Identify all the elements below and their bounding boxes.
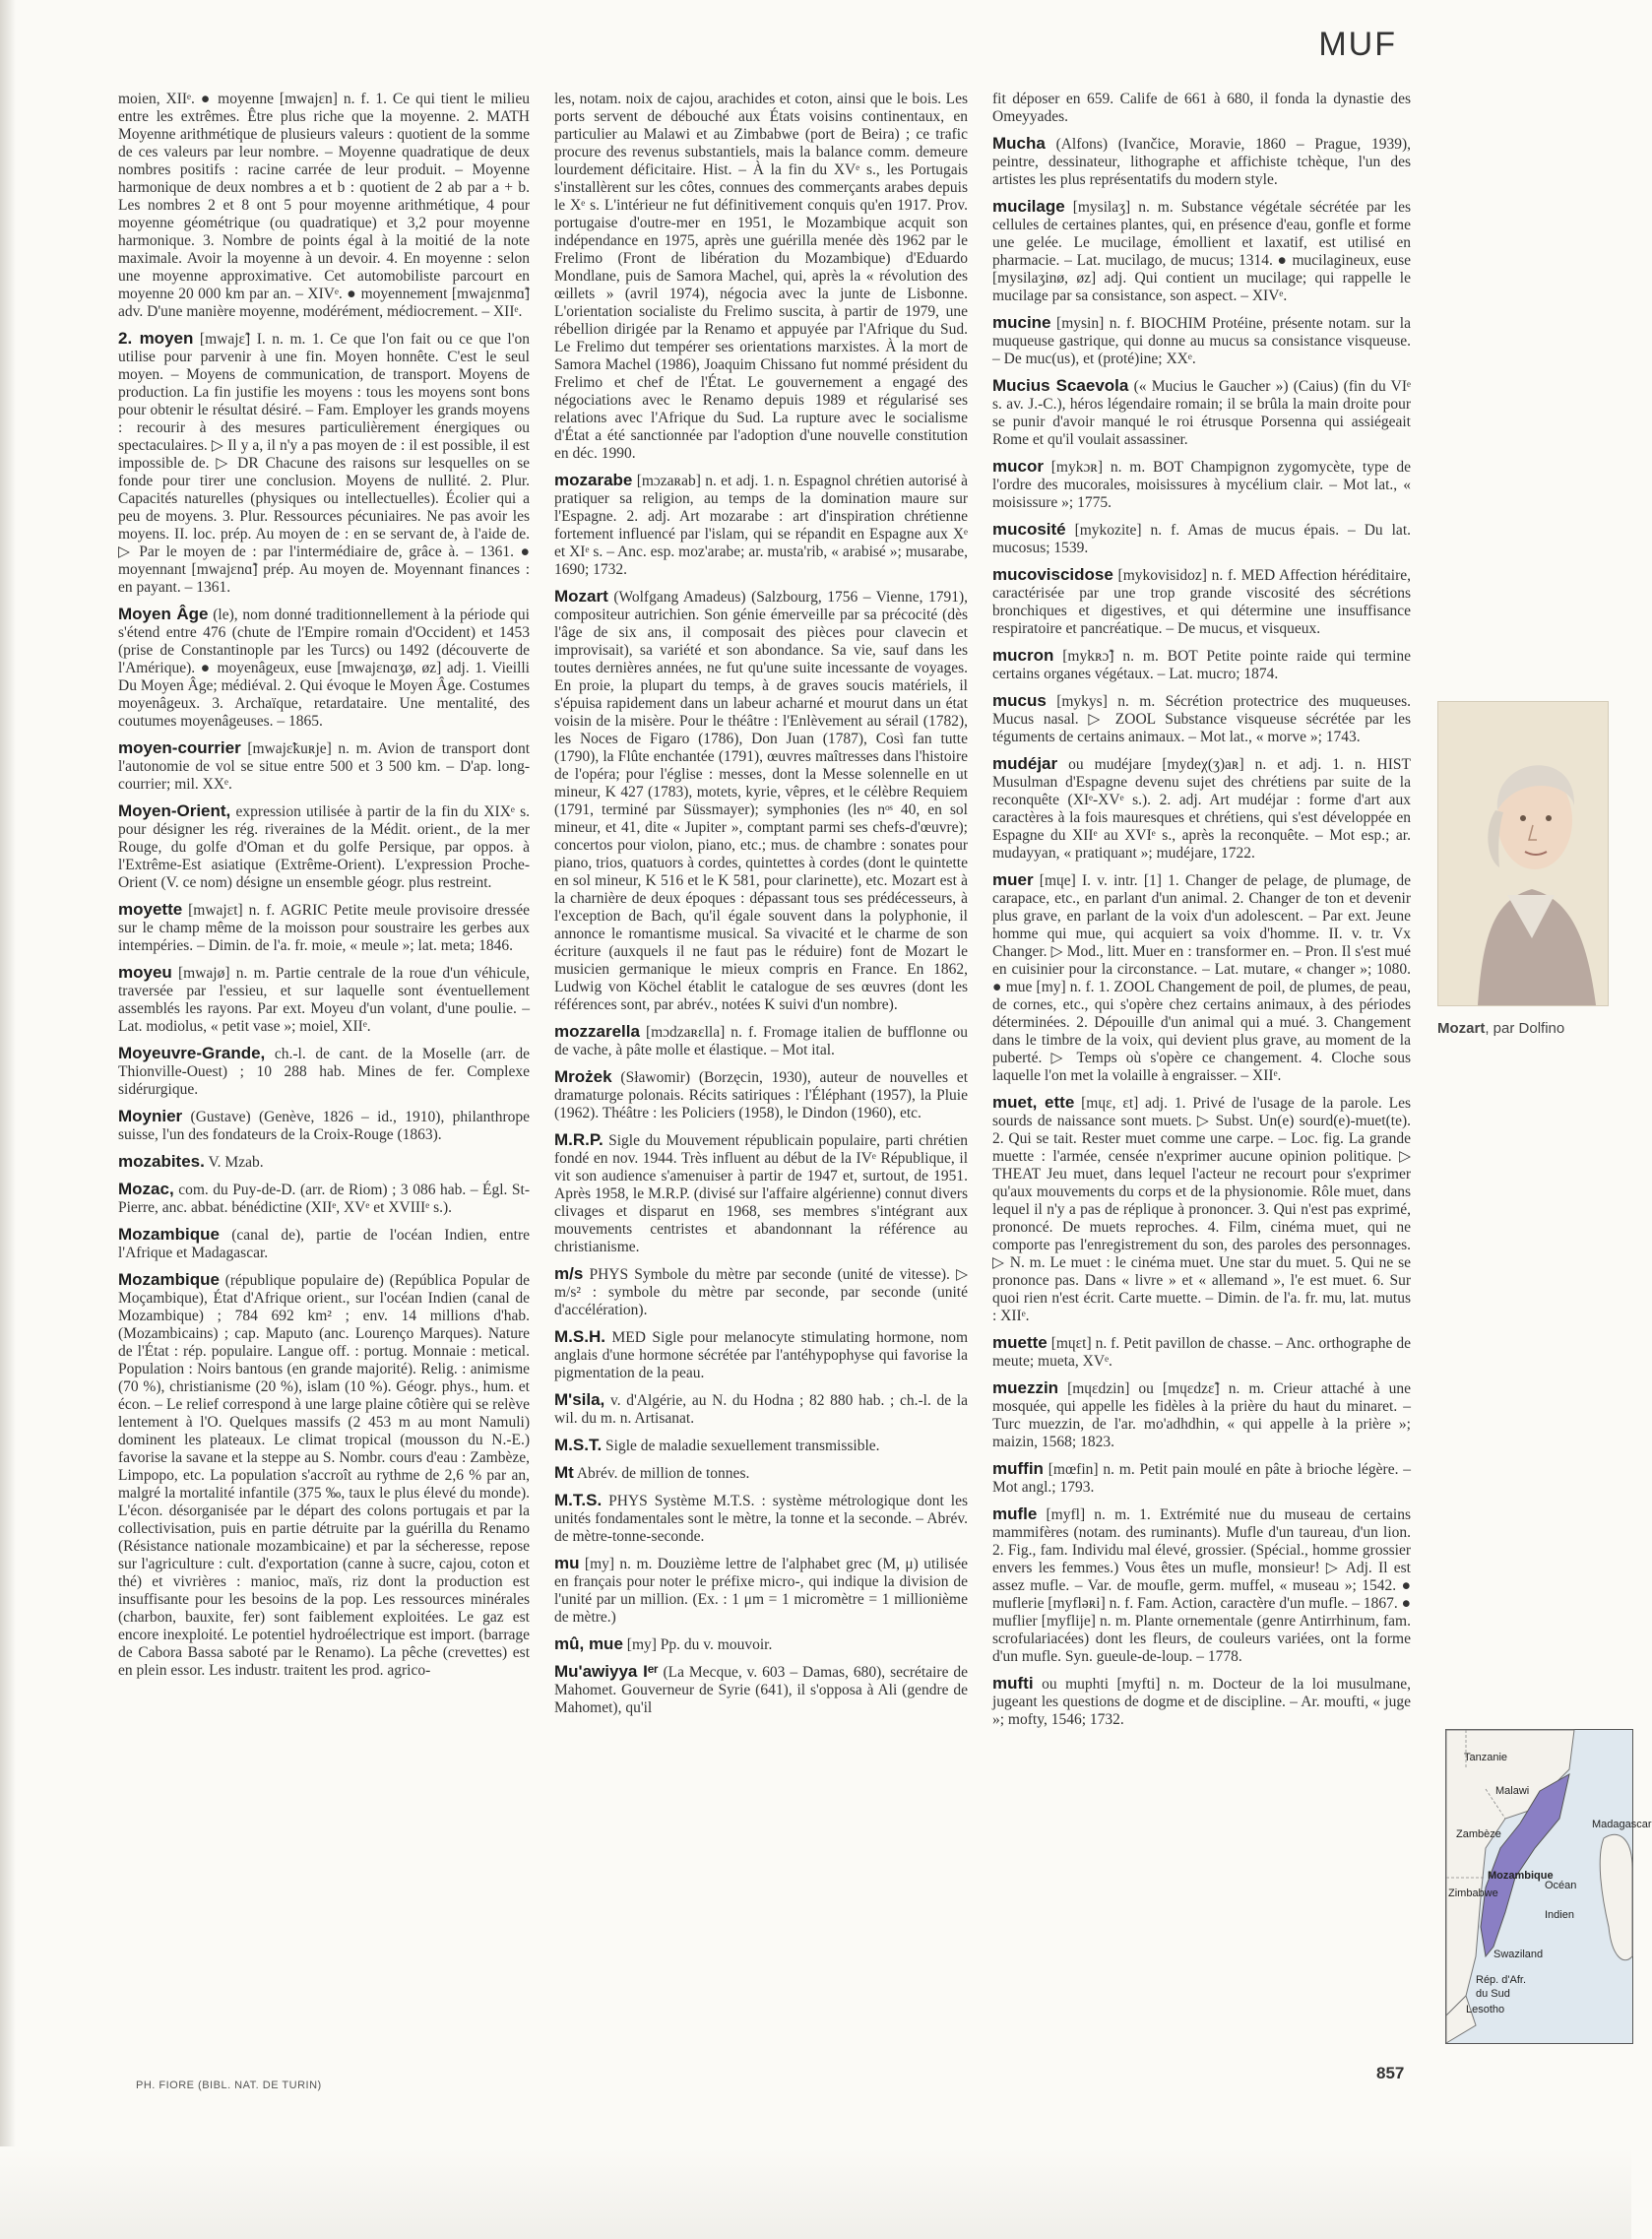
page-bottom-edge bbox=[0, 2146, 1631, 2239]
entry-definition: [mykys] n. m. Sécrétion protectrice des muqueuses. Mucus nasal. ▷ ZOOL Substance visqueuse sécrétée par les téguments de certains animaux. – Mot lat., « morve »; 1743. bbox=[992, 693, 1412, 745]
entry-definition: fit déposer en 659. Calife de 661 à 680, il fonda la dynastie des Omeyyades. bbox=[992, 91, 1411, 125]
mozart-portrait bbox=[1437, 701, 1609, 1006]
dictionary-entry bbox=[992, 135, 1411, 189]
entry-definition: [mykovisidoz] n. f. MED Affection héréditaire, caractérisée par une trop grande viscosité des sécrétions bronchiques et digestives, et qui détermine une insuffisance respiratoire et pancréatique. – De mucus, et visqueux. bbox=[992, 567, 1412, 637]
dictionary-entry bbox=[118, 964, 530, 1036]
entry-definition: [mysilaʒ] n. m. Substance végétale sécrétée par les cellules de certaines plantes, qui, en présence d'eau, gonfle et forme une gelée. Le mucilage, émollient et laxatif, est utilisé en pharmacie. – Lat. mucilago, de mucus; 1314. ● mucilagineux, euse [mysilaʒinø, øz] adj. Qui contient un mucilage; qui rappelle le mucilage par sa consistance, son aspect. – XIVᵉ. bbox=[992, 199, 1411, 304]
dictionary-entry bbox=[992, 198, 1411, 305]
entry-headword: 2. moyen bbox=[118, 329, 194, 348]
entry-headword: mufle bbox=[992, 1504, 1038, 1523]
entry-definition: [myfl] n. m. 1. Extrémité nue du museau de certains mammifères (notam. des ruminants). Mufle d'un taureau, d'un lion. 2. Fig., fam. Individu mal élevé, grossier. (Spécial., homme grossier envers les femmes.) Vous êtes un mufle, monsieur! ▷ Adj. Il est assez mufle. – Var. de moufle, germ. muffel, « museau »; 1542. ● muflerie [myflǝʀi] n. f. Fam. Action, caractère d'un mufle. – 1867. ● muflier [myflije] n. m. Plante ornementale (genre Antirrhinum, fam. scrofulariacées) dont les fleurs, de couleurs variées, ont la forme d'un mufle. Syn. gueule-de-loup. – 1778. bbox=[992, 1506, 1411, 1665]
dictionary-entry bbox=[992, 377, 1411, 449]
dictionary-entry bbox=[554, 1437, 968, 1455]
dictionary-entry bbox=[992, 521, 1411, 557]
dictionary-entry bbox=[554, 1464, 968, 1483]
entry-definition: Sigle de maladie sexuellement transmissible. bbox=[605, 1438, 880, 1454]
entry-definition: com. du Puy-de-D. (arr. de Riom) ; 3 086 hab. – Égl. St-Pierre, anc. abbat. bénédictine (XIIᵉ, XVᵉ et XVIIIᵉ s.). bbox=[118, 1182, 530, 1216]
entry-headword: Mt bbox=[554, 1463, 574, 1482]
map-label: Zambèze bbox=[1456, 1828, 1501, 1840]
dictionary-entry bbox=[554, 1391, 968, 1428]
dictionary-entry bbox=[118, 1153, 530, 1172]
entry-definition: [mɥɛdzin] ou [mɥɛdzɛ̃] n. m. Crieur attaché à une mosquée, qui appelle les fidèles à la prière du haut du minaret. – Turc muezzin, de l'ar. mo'adhdhin, « qui appelle à la prière »; maizin, 1568; 1823. bbox=[992, 1380, 1412, 1450]
dictionary-entry bbox=[992, 647, 1411, 683]
entry-definition: ou muphti [myfti] n. m. Docteur de la loi musulmane, jugeant les questions de dogme et de discipline. – Ar. moufti, « juge »; mofty, 1546; 1732. bbox=[992, 1676, 1411, 1728]
portrait-illustration bbox=[1438, 702, 1608, 1005]
dictionary-entry bbox=[554, 1328, 968, 1382]
dictionary-entry bbox=[992, 1379, 1411, 1451]
entry-headword: mu bbox=[554, 1554, 580, 1572]
dictionary-entry bbox=[992, 566, 1411, 638]
entry-headword: muette bbox=[992, 1333, 1048, 1352]
dictionary-entry bbox=[992, 692, 1411, 746]
entry-definition: (canal de), partie de l'océan Indien, entre l'Afrique et Madagascar. bbox=[118, 1227, 531, 1261]
dictionary-entry bbox=[118, 1045, 530, 1099]
entry-definition: ou mudéjare [mydeχ(ʒ)aʀ] n. et adj. 1. n. HIST Musulman d'Espagne devenu sujet des chrétiens par suite de la reconquête (XIᵉ-XVᵉ s.). 2. adj. Art mudéjar : forme d'art aux caractères à la fois mauresques et chrétiens, qui s'est développée en Espagne du XIIᵉ au XVIᵉ s., après la reconquête. – Mot esp.; ar. mudayyan, « pratiquant »; mudéjare, 1722. bbox=[992, 756, 1412, 862]
map-label: Swaziland bbox=[1493, 1949, 1544, 1960]
entry-definition: (La Mecque, v. 603 – Damas, 680), secrétaire de Mahomet. Gouverneur de Syrie (641), il s'opposa à Ali (gendre de Mahomet), qu'il bbox=[554, 1664, 969, 1716]
dictionary-entry bbox=[992, 1094, 1411, 1325]
entry-headword: m/s bbox=[554, 1264, 584, 1283]
entry-definition: [mɔzaʀab] n. et adj. 1. n. Espagnol chrétien autorisé à pratiquer sa religion, au temps de la domination maure sur l'Espagne. 2. adj. Art mozarabe : art d'inspiration chrétienne fortement influencé par l'islam, qui se répandit en Espagne aux Xᵉ et XIᵉ s. – Anc. esp. moz'arabe; ar. musta'rib, « arabisé »; musarabe, 1690; 1732. bbox=[554, 473, 968, 578]
entry-definition: les, notam. noix de cajou, arachides et coton, ainsi que le bois. Les ports servent de débouché aux États voisins continentaux, en particulier au Malawi et au Zimbabwe (port de Beira) ; ce trafic procure des revenus substantiels, mais la balance comm. demeure lourdement déficitaire. Hist. – À la fin du XVᵉ s., les Portugais s'installèrent sur les côtes, connues des commerçants arabes depuis le Xᵉ s. L'intérieur ne fut définitivement conquis qu'en 1917. Prov. portugaise d'outre-mer en 1951, le Mozambique acquit son indépendance en 1975, après une guérilla menée dès 1962 par le Frelimo (Front de libération du Mozambique) d'Eduardo Mondlane, puis de Samora Machel, qui, après la « révolution des œillets » (avril 1974), négocia avec la junte de Lisbonne. L'orientation socialiste du Frelimo suscita, à partir de 1979, une rébellion dirigée par la Renamo et appuyée par l'Afrique du Sud. Le Frelimo dut tempérer ses orientations marxistes. À la mort de Samora Machel (1986), Joaquim Chissano fut nommé président du Frelimo et chef de l'État. Le gouvernement a engagé des négociations avec le Renamo depuis 1989 et régularisé ses relations avec l'Afrique du Sud. La rupture avec le socialisme d'État a été sanctionnée par l'adoption d'une nouvelle constitution en déc. 1990. bbox=[554, 91, 968, 462]
dictionary-entry bbox=[554, 1492, 968, 1546]
entry-headword: mufti bbox=[992, 1674, 1034, 1693]
entry-definition: (république populaire de) (República Popular de Moçambique), État d'Afrique orient., sur l'océan Indien (canal de Mozambique) ; 784 692 km² ; env. 14 millions d'hab. (Mozambicains) ; cap. Maputo (anc. Lourenço Marques). Nature de l'État : rép. populaire. Langue off. : portug. Monnaie : metical. Population : Noirs bantous (en grande majorité). Relig. : animisme (70 %), christianisme (20 %), islam (10 %). Géogr. phys., hum. et écon. – Le relief correspond à une large plaine côtière qui se relève lentement à l'O. Quelques massifs (2 453 m au mont Namuli) dominent les plateaux. Le climat tropical (mousson du N.-E.) favorise la savane et la steppe au S. Nombr. cours d'eau : Zambèze, Limpopo, etc. La population s'accroît au rythme de 2,6 % par an, malgré la mortalité infantile (375 ‰, taux le plus élevé du monde). L'écon. désorganisée par le départ des colons portugais et par la collectivisation, puis en partie détruite par la guérilla du Renamo (Résistance nationale mozambicaine) et par la sécheresse, repose sur l'agriculture : cult. d'exportation (canne à sucre, cajou, coton et thé) et vivrières : manioc, maïs, riz dont la production est insuffisante pour les besoins de la pop. Les ressources minérales (charbon, bauxite, fer) sont faiblement exploitées. Le gaz est encore inexploité. Le potentiel hydroélectrique est import. (barrage de Cabora Bassa saboté par le Renamo). La pêche (crevettes) est en plein essor. Les industr. traitent les prod. agrico- bbox=[118, 1272, 531, 1679]
column-3 bbox=[992, 91, 1411, 1738]
entry-definition: [mykʀɔ̃] n. m. BOT Petite pointe raide qui termine certains organes végétaux. – Lat. mucro; 1874. bbox=[992, 648, 1412, 682]
dictionary-entry bbox=[118, 1181, 530, 1217]
dictionary-entry bbox=[554, 1068, 968, 1122]
entry-headword: Mrożek bbox=[554, 1067, 612, 1086]
dictionary-entry bbox=[118, 606, 530, 731]
entry-definition: ch.-l. de cant. de la Moselle (arr. de Thionville-Ouest) ; 10 288 hab. Mines de fer. Complexe sidérurgique. bbox=[118, 1046, 531, 1098]
entry-headword: mudéjar bbox=[992, 754, 1058, 773]
entry-definition: PHYS Système M.T.S. : système métrologique dont les unités fondamentales sont le mètre, la tonne et la seconde. – Abrév. de mètre-tonne-seconde. bbox=[554, 1493, 969, 1545]
entry-headword: Mozambique bbox=[118, 1225, 220, 1244]
entry-definition: PHYS Symbole du mètre par seconde (unité de vitesse). ▷ m/s² : symbole du mètre par seconde, par seconde (unité d'accélération). bbox=[554, 1266, 968, 1318]
dictionary-entry bbox=[992, 458, 1411, 512]
entry-headword: moyeu bbox=[118, 963, 172, 982]
entry-headword: Moyen Âge bbox=[118, 605, 209, 623]
entry-headword: mucilage bbox=[992, 197, 1065, 216]
entry-definition: expression utilisée à partir de la fin du XIXᵉ s. pour désigner les rég. riveraines de la Médit. orient., de la mer Rouge, du golfe d'Oman et du golfe Persique, par oppos. à l'Extrême-Est asiatique (Extrême-Orient). L'expression Proche-Orient (V. ce nom) désigne un ensemble géogr. plus restreint. bbox=[118, 803, 531, 891]
entry-definition: [mɔdzaʀɛlla] n. f. Fromage italien de bufflonne ou de vache, à pâte molle et élastique. – Mot ital. bbox=[554, 1024, 968, 1058]
dictionary-entry bbox=[554, 1265, 968, 1319]
entry-headword: M.T.S. bbox=[554, 1491, 603, 1509]
entry-headword: Moyen-Orient, bbox=[118, 801, 231, 820]
dictionary-entry bbox=[554, 1663, 968, 1717]
dictionary-entry bbox=[118, 1271, 530, 1680]
entry-headword: M.S.H. bbox=[554, 1327, 605, 1346]
entry-definition: (Alfons) (Ivančice, Moravie, 1860 – Prague, 1939), peintre, dessinateur, lithographe et affichiste tchèque, l'un des artistes les plus représentatifs du modern style. bbox=[992, 136, 1411, 188]
entry-definition: [mɥɛt] n. f. Petit pavillon de chasse. – Anc. orthographe de meute; mueta, XVᵉ. bbox=[992, 1335, 1411, 1370]
dictionary-entry bbox=[992, 91, 1411, 126]
map-label: Lesotho bbox=[1466, 2004, 1505, 2015]
entry-definition: [mœfin] n. m. Petit pain moulé en pâte à brioche légère. – Mot angl.; 1793. bbox=[992, 1461, 1412, 1496]
entry-headword: M.R.P. bbox=[554, 1130, 604, 1149]
map-label: Rép. d'Afr. bbox=[1476, 1974, 1527, 1986]
entry-headword: mucoviscidose bbox=[992, 565, 1113, 584]
dictionary-entry bbox=[118, 739, 530, 794]
entry-definition: (Sławomir) (Borzęcin, 1930), auteur de nouvelles et dramaturge polonais. Récits satiriques : l'Éléphant (1957), la Pluie (1962). Théâtre : les Policiers (1958), le Dindon (1960), etc. bbox=[554, 1069, 968, 1121]
entry-definition: [my] n. m. Douzième lettre de l'alphabet grec (M, μ) utilisée en français pour noter le préfixe micro-, qui indique la division de l'unité par un million. (Ex. : 1 μm = 1 micromètre = 1 millionième de mètre.) bbox=[554, 1556, 969, 1626]
entry-headword: mucosité bbox=[992, 520, 1066, 539]
entry-definition: Sigle du Mouvement républicain populaire, parti chrétien fondé en nov. 1944. Très influent au début de la IVᵉ République, il vit son audience s'amenuiser à partir de 1947 et, surtout, de 1951. Après 1958, le M.R.P. (divisé sur l'affaire algérienne) connut divers clivages et disparut en 1968, ses membres s'intégrant aux mouvements centristes et abandonnant la référence au christianisme. bbox=[554, 1132, 968, 1255]
entry-headword: mucus bbox=[992, 691, 1047, 710]
entry-headword: M'sila, bbox=[554, 1390, 605, 1409]
entry-headword: mucor bbox=[992, 457, 1044, 476]
entry-headword: muer bbox=[992, 870, 1034, 889]
dictionary-entry bbox=[992, 1460, 1411, 1497]
entry-headword: Mozambique bbox=[118, 1270, 220, 1289]
entry-headword: muezzin bbox=[992, 1378, 1059, 1397]
entry-definition: moien, XIIᵉ. ● moyenne [mwajɛn] n. f. 1. Ce qui tient le milieu entre les extrêmes. Être plus riche que la moyenne. 2. MATH Moyenne arithmétique de plusieurs valeurs : quotient de la somme de ces valeurs par leur nombre. – Moyenne quadratique de deux nombres positifs : racine carrée de leur produit. – Moyenne harmonique de deux nombres a et b : quotient de 2 ab par a + b. Les nombres 2 et 8 ont 5 pour moyenne arithmétique, 4 pour moyenne géométrique (ou quadratique) et 3,2 pour moyenne harmonique. 3. Nombre de points égal à la moitié de la note maximale. Avoir la moyenne à un devoir. 4. En moyenne : selon une moyenne approximative. Cet automobiliste parcourt en moyenne 20 000 km par an. – XIVᵉ. ● moyennement [mwajɛnmɑ̃] adv. D'une manière moyenne, modérément, médiocrement. – XIIᵉ. bbox=[118, 91, 530, 320]
entry-definition: [mwajɛt] n. f. AGRIC Petite meule provisoire dressée sur le champ même de la moisson pour soustraire les gerbes aux intempéries. – Dimin. de l'a. fr. moie, « meule »; lat. meta; 1846. bbox=[118, 902, 530, 954]
entry-headword: Moyeuvre-Grande, bbox=[118, 1044, 266, 1062]
map-label: Mozambique bbox=[1488, 1870, 1554, 1882]
entry-headword: moyette bbox=[118, 900, 183, 919]
column-1 bbox=[118, 91, 530, 1689]
entry-definition: Abrév. de million de tonnes. bbox=[576, 1465, 750, 1482]
entry-headword: mucron bbox=[992, 646, 1054, 665]
dictionary-entry bbox=[554, 472, 968, 579]
entry-definition: v. d'Algérie, au N. du Hodna ; 82 880 hab. ; ch.-l. de la wil. du m. n. Artisanat. bbox=[554, 1392, 968, 1427]
entry-headword: mozabites. bbox=[118, 1152, 205, 1171]
portrait-caption-name: Mozart bbox=[1437, 1020, 1486, 1037]
dictionary-entry bbox=[992, 871, 1411, 1085]
dictionary-entry bbox=[118, 330, 530, 597]
dictionary-entry bbox=[554, 1023, 968, 1059]
entry-headword: muffin bbox=[992, 1459, 1044, 1478]
dictionary-entry bbox=[118, 1226, 530, 1262]
entry-definition: [mykozite] n. f. Amas de mucus épais. – Du lat. mucosus; 1539. bbox=[992, 522, 1411, 556]
entry-definition: [mɥe] I. v. intr. [1] 1. Changer de pelage, de plumage, de carapace, etc., en parlant d'un animal. 2. Changer de ton et devenir plus grave, en parlant de la voix d'un adolescent. – Par ext. Jeune homme qui mue, qui acquiert sa voix d'homme. II. v. tr. Vx Changer. ▷ Mod., litt. Muer en : transformer en. – Pron. Il s'est mué en cuisinier pour la circonstance. – Lat. mutare, « changer »; 1080. ● mue [my] n. f. 1. ZOOL Changement de poil, de plumes, de peau, de cornes, etc., qui s'opère chez certains animaux, à des périodes déterminées. 2. Dépouille d'un animal qui a mué. 3. Changement dans le timbre de la voix, qui devient plus grave, au moment de la puberté. ▷ Temps où s'opère ce changement. 4. Cloche sous laquelle l'on met la volaille à engraisser. – XIIᵉ. bbox=[992, 872, 1412, 1084]
entry-definition: (« Mucius le Gaucher ») (Caius) (fin du VIᵉ s. av. J.-C.), héros légendaire romain; il se brûla la main droite pour se punir d'avoir manqué le roi étrusque Porsenna qui assiégeait Rome et qu'il voulait assassiner. bbox=[992, 378, 1411, 448]
entry-headword: muet, ette bbox=[992, 1093, 1075, 1112]
map-label: Zimbabwe bbox=[1448, 1887, 1498, 1899]
running-head: MUF bbox=[1318, 26, 1397, 63]
entry-headword: moyen-courrier bbox=[118, 738, 241, 757]
page-number: 857 bbox=[1376, 2064, 1405, 2082]
dictionary-entry bbox=[118, 1108, 530, 1144]
entry-headword: Mozart bbox=[554, 587, 608, 606]
dictionary-entry bbox=[992, 314, 1411, 368]
binding-edge bbox=[0, 0, 16, 2239]
entry-definition: (le), nom donné traditionnellement à la période qui s'étend entre 476 (chute de l'Empire romain d'Occident) et 1453 (prise de Constantinople par les Turcs) ou 1492 (découverte de l'Amérique). ● moyenâgeux, euse [mwajɛnɑʒø, øz] adj. 1. Vieilli Du Moyen Âge; médiéval. 2. Qui évoque le Moyen Âge. Costumes moyenâgeux. 3. Archaïque, retardataire. Une mentalité, des coutumes moyenâgeuses. – 1865. bbox=[118, 607, 530, 730]
map-label: Tanzanie bbox=[1464, 1752, 1508, 1763]
entry-definition: [mɥɛ, ɛt] adj. 1. Privé de l'usage de la parole. Les sourds de naissance sont muets. ▷ Subst. Un(e) sourd(e)-muet(te). 2. Qui se tait. Rester muet comme une carpe. – Loc. fig. La grande muette : l'armée, censée n'exprimer aucune opinion politique. ▷ THEAT Jeu muet, dans lequel l'acteur ne recourt pour s'exprimer qu'aux mouvements du corps et de la physionomie. Rôle muet, dans lequel il n'y a pas de réplique à prononcer. 3. Qui n'est pas exprimé, prononcé. De muets reproches. 4. Film, cinéma muet, qui ne comporte pas l'enregistrement du son, des paroles des personnages. ▷ N. m. Le muet : le cinéma muet. Une star du muet. 5. Qui ne se prononce pas. Dans « livre » et « allemand », l'e est muet. 6. Sur quoi rien n'est écrit. Carte muette. – Dimin. de l'a. fr. mu, lat. mutus : XIIᵉ. bbox=[992, 1095, 1411, 1324]
entry-definition: (Gustave) (Genève, 1826 – id., 1910), philanthrope suisse, l'un des fondateurs de la Croix-Rouge (1863). bbox=[118, 1109, 530, 1143]
entry-definition: [mwajø] n. m. Partie centrale de la roue d'un véhicule, traversée par l'essieu, et sur laquelle sont éventuellement assemblés les rayons. Par ext. Moyeu d'un volant, d'une poulie. – Lat. modiolus, « petit vase »; moiel, XIIᵉ. bbox=[118, 965, 530, 1035]
entry-definition: MED Sigle pour melanocyte stimulating hormone, nom anglais d'une hormone sécrétée par l'antéhypophyse qui favorise la pigmentation de la peau. bbox=[554, 1329, 968, 1381]
map-label: Océan bbox=[1545, 1880, 1577, 1891]
entry-headword: Moynier bbox=[118, 1107, 183, 1125]
dictionary-entry bbox=[554, 1635, 968, 1654]
photo-credit: PH. FIORE (BIBL. NAT. DE TURIN) bbox=[136, 2079, 322, 2091]
dictionary-entry bbox=[554, 588, 968, 1014]
entry-headword: mozzarella bbox=[554, 1022, 640, 1041]
entry-headword: M.S.T. bbox=[554, 1436, 603, 1454]
dictionary-entry bbox=[554, 1555, 968, 1627]
dictionary-entry bbox=[992, 755, 1411, 863]
entry-definition: V. Mzab. bbox=[208, 1154, 264, 1171]
entry-headword: mozarabe bbox=[554, 471, 633, 489]
entry-definition: [mwajɛ̃] I. n. m. 1. Ce que l'on fait ou ce que l'on utilise pour parvenir à une fin. Moyen honnête. C'est le seul moyen. – Moyens de communication, de transport. Moyens de production. La fin justifie les moyens : tous les moyens sont bons pour obtenir le résultat désiré. – Fam. Employer les grands moyens : recourir à des mesures particulièrement énergiques ou spectaculaires. ▷ Il y a, il n'y a pas moyen de : il est possible, il est impossible de. ▷ DR Chacune des raisons sur lesquelles on se fonde pour tirer une conclusion. Moyens de nullité. 2. Plur. Capacités naturelles (physiques ou intellectuelles). Écolier qui a peu de moyens. 3. Plur. Ressources pécuniaires. Ne pas avoir les moyens. II. loc. prép. Au moyen de : en se servant de, à l'aide de. ▷ Par le moyen de : par l'intermédiaire de, grâce à. – 1361. ● moyennant [mwajɛnɑ̃] prép. Au moyen de. Moyennant finances : en payant. – 1361. bbox=[118, 331, 531, 596]
dictionary-entry bbox=[992, 1675, 1411, 1729]
dictionary-entry bbox=[118, 91, 530, 321]
dictionary-entry bbox=[992, 1505, 1411, 1666]
portrait-caption-credit: , par Dolfino bbox=[1485, 1020, 1565, 1037]
dictionary-entry bbox=[118, 802, 530, 892]
entry-headword: Mucius Scaevola bbox=[992, 376, 1129, 395]
mozambique-map bbox=[1445, 1729, 1652, 2044]
map-label: Madagascar bbox=[1592, 1819, 1652, 1830]
entry-headword: Mozac, bbox=[118, 1180, 174, 1198]
map-label: Malawi bbox=[1495, 1785, 1530, 1797]
dictionary-entry bbox=[992, 1334, 1411, 1371]
map-label: Indien bbox=[1545, 1909, 1574, 1921]
column-2 bbox=[554, 91, 968, 1726]
entry-definition: [mwajɛ̃kuʀje] n. m. Avion de transport dont l'autonomie de vol se situe entre 500 et 3 500 km. – D'ap. long-courrier; mil. XXᵉ. bbox=[118, 740, 531, 793]
entry-definition: [my] Pp. du v. mouvoir. bbox=[626, 1636, 773, 1653]
dictionary-entry bbox=[554, 91, 968, 463]
map-illustration bbox=[1446, 1730, 1632, 2043]
entry-definition: [mykɔʀ] n. m. BOT Champignon zygomycète, type de l'ordre des mucorales, moisissures à mycélium clair. – Mot lat., « moisissure »; 1775. bbox=[992, 459, 1412, 511]
entry-headword: mû, mue bbox=[554, 1634, 623, 1653]
dictionary-entry bbox=[118, 901, 530, 955]
entry-definition: (Wolfgang Amadeus) (Salzbourg, 1756 – Vienne, 1791), compositeur autrichien. Son génie émerveille par sa précocité (dès l'âge de six ans, il composait des pièces pour clavecin et improvisait), sa variété et son abondance. Sa vie, sauf dans les toutes dernières années, ne fut qu'une suite incessante de voyages. En proie, la plupart du temps, à de graves soucis matériels, il s'épuisa rapidement dans un labeur acharné et mourut dans un état voisin de la misère. Pour le théâtre : l'Enlèvement au sérail (1782), les Noces de Figaro (1786), Don Juan (1787), Così fan tutte (1790), la Flûte enchantée (1791), œuvres maîtresses dans l'histoire de l'opéra; pour l'église : messes, dont la Messe solennelle en ut mineur, K 427 (1783), motets, kyrie, vêpres, et le célèbre Requiem (1791, terminé par Süssmayer); symphonies (les nᵒˢ 40, en sol mineur, et 41, dite « Jupiter », comptant parmi ses chefs-d'œuvre); concertos pour violon, piano, etc.; mus. de chambre : sonates pour piano, trios, quatuors à cordes, quintettes à cordes (dont le quintette en sol mineur, K 516 et le K 581, pour clarinette), etc. Mozart est à la charnière de deux époques : dépassant tous ses prédécesseurs, à l'exception de Bach, qu'il égale souvent dans la polyphonie, il annonce le romantisme musical. Sa vivacité et le charme de son écriture (auxquels il ne faut pas le réduire) font de Mozart le musicien germanique le mieux compris en France. En 1862, Ludwig von Köchel établit le catalogue de ses œuvres (dont les références sont, par abrév., notées K suivi d'un nombre). bbox=[554, 589, 969, 1013]
entry-headword: mucine bbox=[992, 313, 1051, 332]
portrait-caption bbox=[1437, 1020, 1564, 1037]
entry-headword: Mucha bbox=[992, 134, 1046, 153]
entry-headword: Mu'awiyya Iᵉʳ bbox=[554, 1662, 659, 1681]
dictionary-entry bbox=[554, 1131, 968, 1256]
map-label: du Sud bbox=[1476, 1988, 1510, 2000]
entry-definition: [mysin] n. f. BIOCHIM Protéine, présente notam. sur la muqueuse gastrique, qui donne au mucus sa consistance visqueuse. – De muc(us), et (proté)ine; XXᵉ. bbox=[992, 315, 1411, 367]
